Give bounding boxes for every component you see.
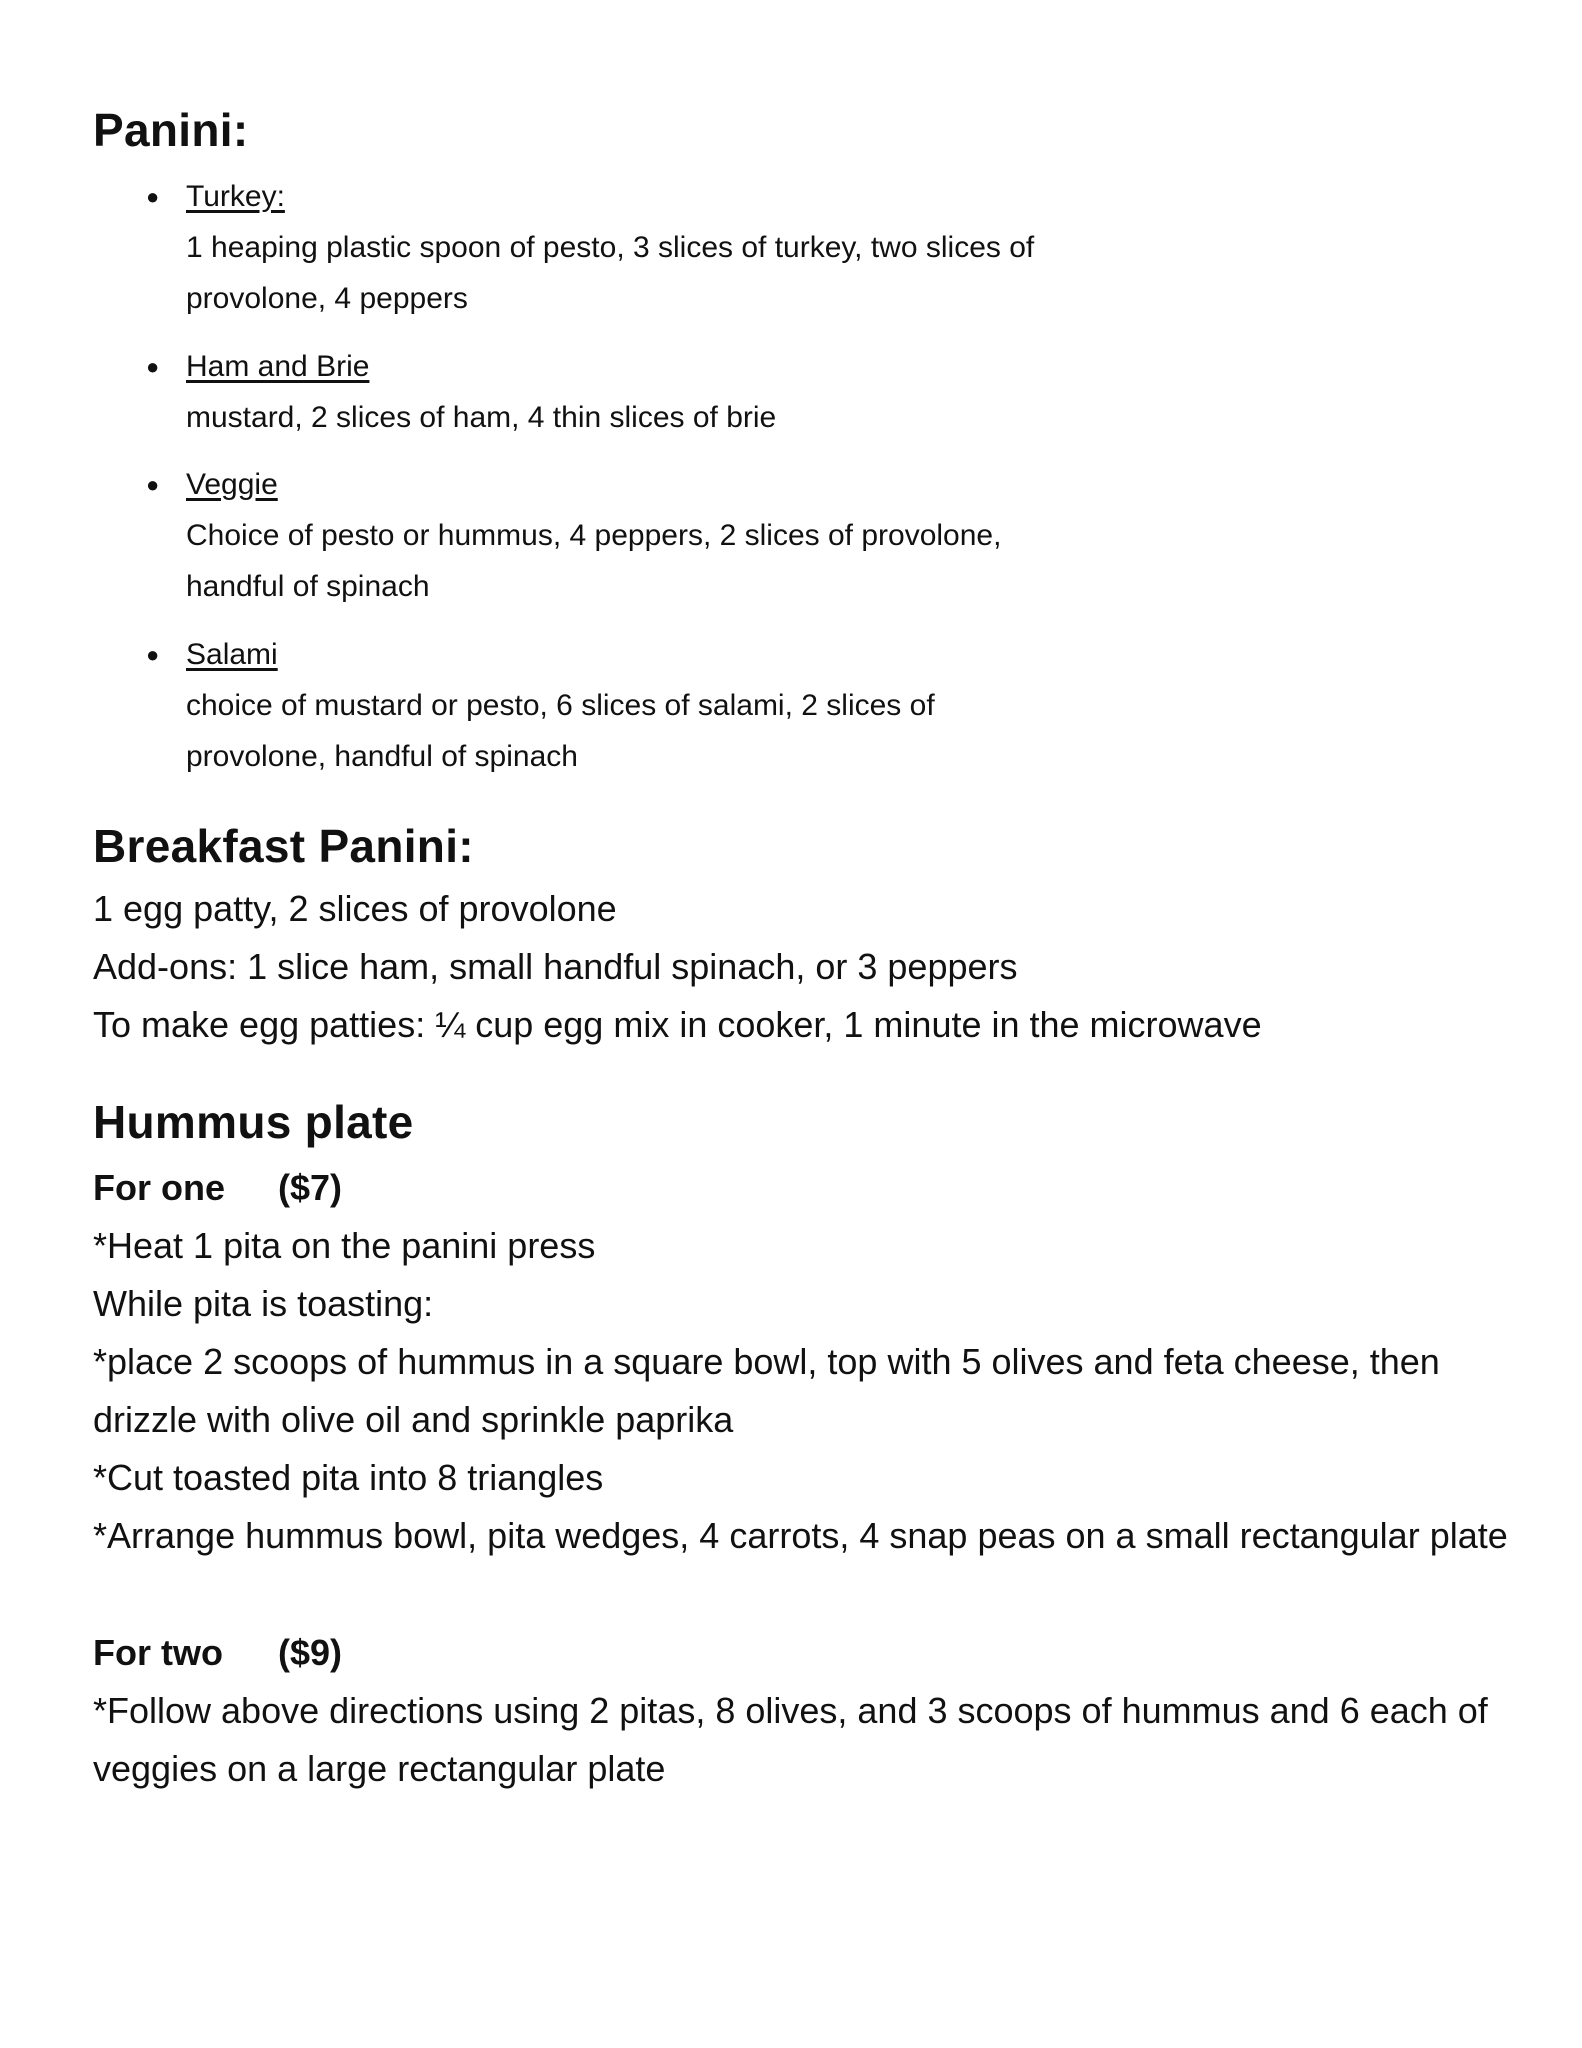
hummus-for-one-price: ($7) <box>278 1167 343 1208</box>
panini-item-desc-ham-brie: mustard, 2 slices of ham, 4 thin slices of brie <box>186 401 777 434</box>
panini-item-title-veggie: Veggie <box>186 468 278 501</box>
hummus-heading: Hummus plate <box>93 1096 414 1148</box>
panini-item-desc-turkey: 1 heaping plastic spoon of pesto, 3 slices of turkey, two slices of provolone, 4 peppers <box>186 231 1035 315</box>
panini-item-title-turkey: Turkey: <box>186 180 285 213</box>
hummus-for-two-price: ($9) <box>278 1632 343 1673</box>
hummus-for-one-label: For one <box>93 1167 225 1208</box>
bullet-icon: ● <box>146 642 160 667</box>
panini-item-title-ham-brie: Ham and Brie <box>186 350 370 383</box>
hummus-step: While pita is toasting: <box>93 1283 434 1324</box>
panini-heading: Panini: <box>93 104 249 156</box>
hummus-step: *place 2 scoops of hummus in a square bowl, top with 5 olives and feta cheese, then drizzle with olive oil and sprinkle paprika <box>93 1341 1440 1440</box>
panini-item-desc-veggie: Choice of pesto or hummus, 4 peppers, 2 slices of provolone, handful of spinach <box>186 519 1002 603</box>
panini-item-desc-salami: choice of mustard or pesto, 6 slices of salami, 2 slices of provolone, handful of spinach <box>186 689 935 773</box>
breakfast-line: Add-ons: 1 slice ham, small handful spinach, or 3 peppers <box>93 946 1018 987</box>
bullet-icon: ● <box>146 184 160 209</box>
breakfast-line: 1 egg patty, 2 slices of provolone <box>93 888 617 929</box>
hummus-step: *Cut toasted pita into 8 triangles <box>93 1457 604 1498</box>
panini-item-title-salami: Salami <box>186 638 278 671</box>
hummus-step: *Heat 1 pita on the panini press <box>93 1225 596 1266</box>
hummus-step: *Arrange hummus bowl, pita wedges, 4 carrots, 4 snap peas on a small rectangular plate <box>93 1515 1508 1556</box>
bullet-icon: ● <box>146 472 160 497</box>
breakfast-line: To make egg patties: ¼ cup egg mix in cooker, 1 minute in the microwave <box>93 1004 1262 1045</box>
hummus-step: *Follow above directions using 2 pitas, 8 olives, and 3 scoops of hummus and 6 each of veggies on a large rectangular plate <box>93 1690 1488 1789</box>
breakfast-heading: Breakfast Panini: <box>93 820 474 872</box>
hummus-for-two-label: For two <box>93 1632 223 1673</box>
bullet-icon: ● <box>146 354 160 379</box>
